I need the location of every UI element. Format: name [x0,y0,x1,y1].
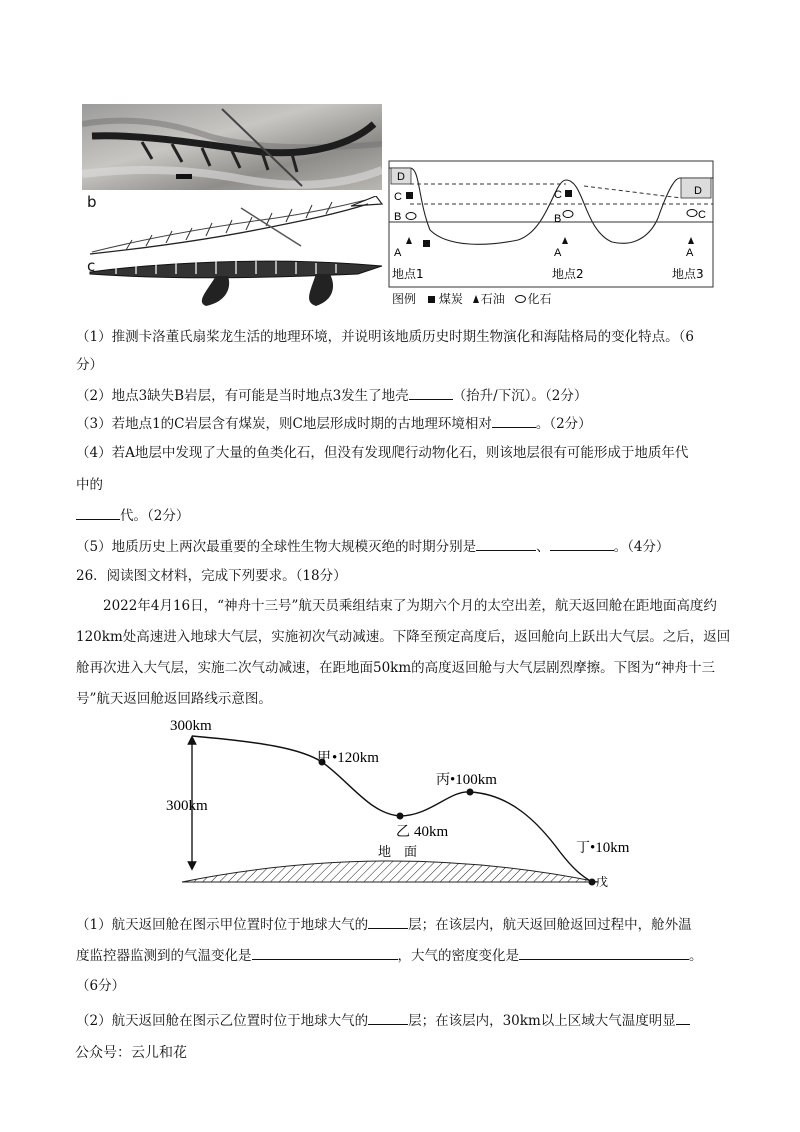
q25-3-tail: 。（2分） [535,416,592,432]
q25-1-cont: 分） [76,357,103,373]
point-ding-label: •10km [590,840,630,856]
watermark: 公众号：云儿和花 [75,1045,187,1061]
layer-label-c2: C [554,189,562,201]
layer-label-b1: B [394,211,402,223]
answer-blank[interactable] [409,385,453,400]
point-jia-label: •120km [332,750,379,766]
panel-label-c: c [87,257,96,275]
q26-2 [76,1010,690,1031]
fossil-photo [82,104,382,190]
point-jia: 甲 [317,750,331,766]
q25-4: （4）若A地层中发现了大量的鱼类化石，但没有发现爬行动物化石，则该地层很有可能形成于地质年代 [76,445,689,461]
return-trajectory-diagram [160,712,660,896]
layer-label-a3: A [686,247,694,259]
skeleton-drawing [86,196,386,258]
layer-label-d1: D [397,171,405,183]
point-yi-label: 40km [414,824,449,840]
q26-1-e: 。 [689,948,703,964]
q26-1-text: （1）航天返回舱在图示甲位置时位于地球大气的 [76,917,369,933]
q26-1-score: （6分） [76,978,126,994]
site-label-2: 地点2 [552,267,584,281]
q26-1-line2 [76,945,703,966]
layer-label-c1: C [394,191,402,203]
site-label-1: 地点1 [392,267,424,281]
legend-oil: 石油 [480,292,505,306]
q25-4-tail: 代。（2分） [120,508,190,524]
layer-label-a2: A [554,247,562,259]
q25-5-text: （5）地质历史上两次最重要的全球性生物大规模灭绝的时期分别是 [76,539,477,555]
layer-label-d3: D [694,185,702,197]
coal-icon [565,190,572,197]
point-wu: 戊 [596,875,609,889]
answer-blank[interactable] [550,536,614,551]
answer-blank[interactable] [368,914,408,929]
q26-material: 2022年4月16日，“神舟十三号”航天员乘组结束了为期六个月的太空出差，航天返回舱在距地面高度约120km处高速进入地球大气层，实施初次气动减速。下降至预定高度后，返回舱向上跃出大气层。之后，返回舱再次进入大气层，实施二次气动减速，在距地面50km的高度返回舱与大气层剧烈摩擦。下图为“神舟十三号”航天返回舱返回路线示意图。 [76,598,731,707]
answer-blank[interactable] [492,413,536,428]
ground-label: 地 面 [378,845,418,860]
q25-4-b [76,505,189,526]
point-bing: 丙 [436,772,450,788]
q26-2-text: （2）航天返回舱在图示乙位置时位于地球大气的 [76,1013,369,1029]
oil-icon [473,295,479,303]
legend-prefix: 图例 [392,292,417,306]
layer-label-b2: B [554,213,562,225]
q25-2-tail: （抬升/下沉）。（2分） [452,388,588,404]
q25-1: （1）推测卡洛董氏扇桨龙生活的地理环境，并说明该地质历史时期生物演化和海陆格局的变化特点。（6 [76,329,694,345]
reconstruction-drawing [86,252,386,308]
q25-5-tail: 。（4分） [613,539,670,555]
point-yi: 乙 [396,824,410,840]
coal-icon [406,192,413,199]
q26-1 [76,914,692,935]
layer-label-a1: A [394,247,402,259]
answer-blank[interactable] [519,945,689,960]
site-label-3: 地点3 [672,267,704,281]
answer-blank[interactable] [76,505,120,520]
legend-coal: 煤炭 [438,292,463,306]
q26-1-d: ，大气的密度变化是 [397,948,519,964]
q25-2 [76,385,587,406]
legend-fossil: 化石 [527,292,552,306]
answer-blank[interactable] [368,1010,408,1025]
q26-1-c: 度监控器监测到的气温变化是 [76,948,252,964]
height-arrow-label: 300km [166,798,208,814]
fossil-icon [515,295,526,303]
q25-5-sep: 、 [536,539,550,555]
q25-5 [76,536,669,557]
q25-3-text: （3）若地点1的C岩层含有煤炭，则C地层形成时期的古地理环境相对 [76,416,492,432]
strata-section [388,160,714,288]
coal-icon [423,240,430,247]
q26-title: 26．阅读图文材料，完成下列要求。（18分） [76,568,347,584]
top-height-label: 300km [170,718,212,734]
point-ding: 丁 [576,840,590,856]
answer-blank[interactable] [476,536,536,551]
q26-1-b: 层；在该层内，航天返回舱返回过程中，舱外温 [408,917,692,933]
q25-3 [76,413,592,434]
layer-label-c3: C [698,209,706,221]
coal-icon [428,296,435,303]
panel-label-b: b [87,193,97,211]
q25-2-text: （2）地点3缺失B岩层，有可能是当时地点3发生了地壳 [76,388,409,404]
q25-4-cont: 中的 [76,477,103,493]
point-bing-label: •100km [450,772,497,788]
strata-legend [392,290,552,307]
answer-blank[interactable] [676,1010,690,1025]
answer-blank[interactable] [252,945,398,960]
q26-2-b: 层；在该层内，30km以上区域大气温度明显 [408,1013,676,1029]
